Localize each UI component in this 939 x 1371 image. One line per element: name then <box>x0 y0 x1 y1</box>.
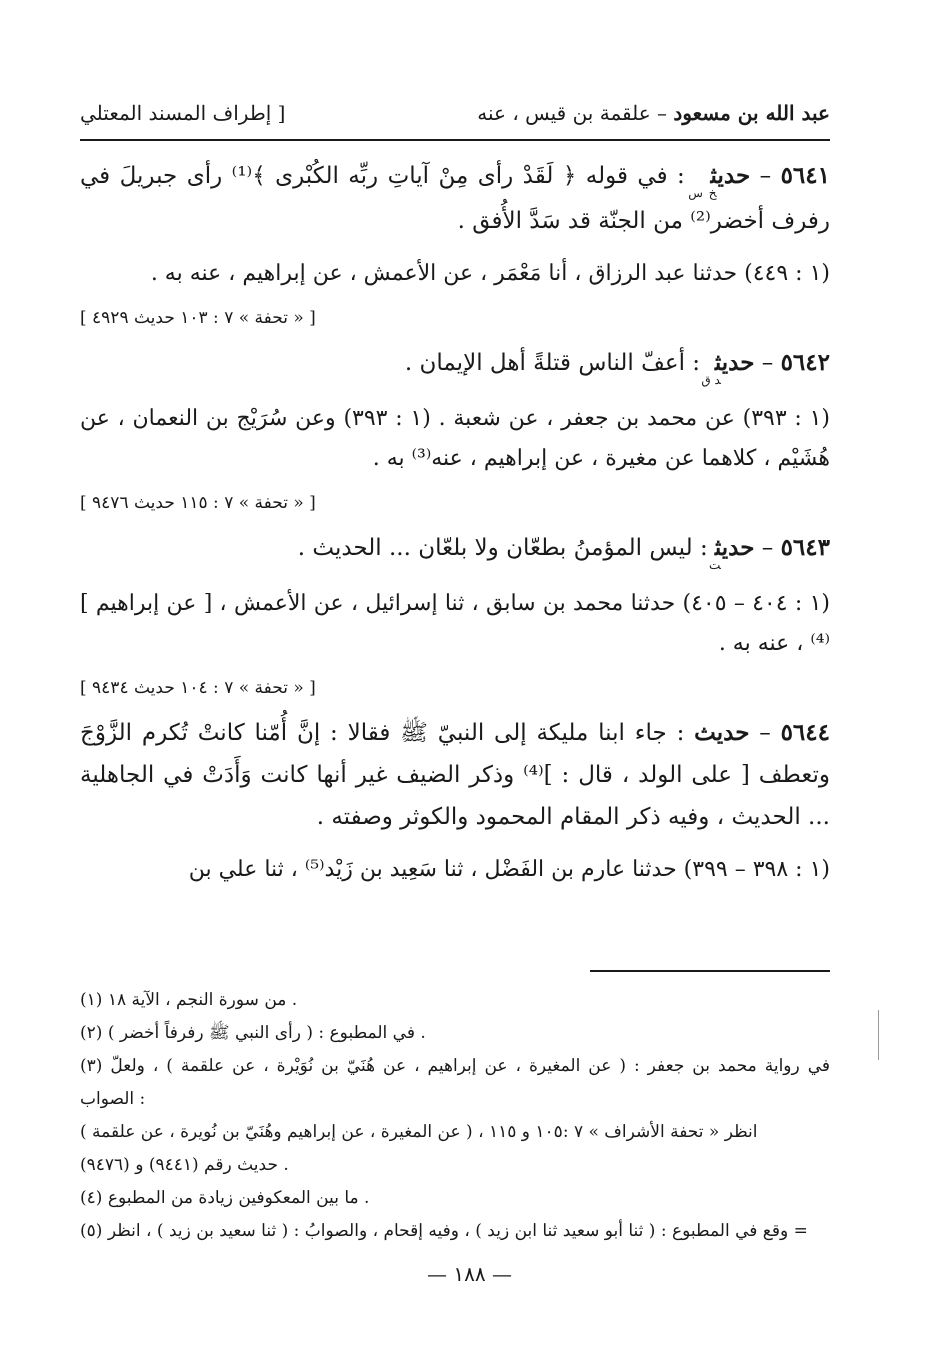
tuhfa-reference <box>80 308 830 328</box>
hadith-number: ٥٦٤٤ <box>780 719 830 746</box>
hadith-text <box>80 527 830 572</box>
footnote-rule <box>590 970 830 972</box>
hadith-matn: : جاء ابنا مليكة إلى النبيّ ﷺ فقالا : إنَّ أُمّنا كانتْ تُكرم الزَّوْجَ وتعطف [ على الولد ، قال : ]⁽⁴⁾ وذكر الضيف غير أنها كانت وَأَدَتْ في الجاهلية ... الحديث ، وفيه ذكر المقام المحمود والكوثر وصفته . <box>80 720 830 830</box>
footnote-line: (٥) وقع في المطبوع : ( ثنا أبو سعيد ثنا ابن زيد ) ، وفيه إقحام ، والصوابُ : ( ثنا سعيد بن زيد ) ، انظر = <box>80 1221 808 1241</box>
page-number: — ١٨٨ — <box>427 1262 512 1286</box>
source-sigla: د ق <box>701 373 721 387</box>
hadith-keyword: حديث <box>710 162 751 189</box>
hadith-entry <box>80 342 830 513</box>
hadith-number: ٥٦٤١ <box>780 162 830 189</box>
hadith-text <box>80 155 830 242</box>
tuhfa-reference <box>80 678 830 698</box>
hadith-number: ٥٦٤٢ <box>780 349 830 376</box>
hadith-keyword: حديث <box>694 719 750 746</box>
hadith-entry <box>80 527 830 698</box>
footnote-line: (٤) ما بين المعكوفين زيادة من المطبوع . <box>80 1188 370 1208</box>
hadith-text <box>80 712 830 838</box>
hadith-text <box>80 342 830 387</box>
page-body <box>80 95 830 890</box>
hadith-entry <box>80 155 830 328</box>
header-chain: – علقمة بن قيس ، عنه <box>477 101 674 125</box>
hadith-matn: : في قوله ﴿ لَقَدْ رأى مِنْ آياتِ ربِّه الكُبْرى ﴾⁽¹⁾ رأى جبريلَ في رفرف أخضر⁽²⁾ من الجنّة قد سَدَّ الأُفق . <box>80 163 830 234</box>
header-book-title: [ إطراف المسند المعتلي <box>80 101 286 125</box>
entries-list <box>80 155 830 890</box>
hadith-dash: – <box>749 720 781 746</box>
footnote-line: (١) من سورة النجم ، الآية ١٨ . <box>80 990 298 1010</box>
hadith-dash: – <box>750 163 781 189</box>
isnad-text: (١ : ٤٤٩) حدثنا عبد الرزاق ، أنا مَعْمَر ، عن الأعمش ، عن إبراهيم ، عنه به . <box>150 261 830 286</box>
hadith-dash: – <box>754 535 781 561</box>
hadith-dash: – <box>754 350 781 376</box>
hadith-keyword: حديث <box>714 349 755 376</box>
hadith-entry <box>80 712 830 890</box>
source-sigla: خ س <box>688 186 717 200</box>
tuhfa-text: [ « تحفة » ٧ : ١٠٣ حديث ٤٩٢٩ ] <box>80 308 316 328</box>
tuhfa-reference <box>80 493 830 513</box>
source-sigla: ت <box>709 558 721 572</box>
header-right <box>477 101 830 125</box>
hadith-matn: : ليس المؤمنُ بطعّان ولا بلعّان ... الحديث . <box>297 535 716 561</box>
running-header <box>80 95 830 141</box>
header-author: عبد الله بن مسعود <box>673 101 830 125</box>
footnote-line: (٣) في رواية محمد بن جعفر : ( عن المغيرة ، عن إبراهيم ، عن هُنَيّ بن نُوَيْرة ، عن علقمة ) ، ولعلّ الصواب : <box>80 1056 830 1109</box>
hadith-keyword: حديث <box>714 534 755 561</box>
hadith-matn: : أعفّ الناس قتلةً أهل الإيمان . <box>404 350 708 376</box>
footnote-line: حديث رقم (٩٤٤١) و (٩٤٧٦) . <box>80 1155 289 1175</box>
margin-mark <box>878 1010 879 1060</box>
isnad-text: (١ : ٣٩٨ – ٣٩٩) حدثنا عارم بن الفَضْل ، ثنا سَعِيد بن زَيْد⁽⁵⁾ ، ثنا علي بن <box>188 857 830 882</box>
footnote-line: (٢) في المطبوع : ( رأى النبي ﷺ رفرفاً أخضر ) . <box>80 1023 426 1043</box>
hadith-number: ٥٦٤٣ <box>780 534 830 561</box>
tuhfa-text: [ « تحفة » ٧ : ١١٥ حديث ٩٤٧٦ ] <box>80 493 316 513</box>
footnote-line: ( عن المغيرة ، عن إبراهيم وهُنَيّ بن نُويرة ، عن علقمة ) ، انظر « تحفة الأشراف » ٧ :١٠٥ و ١١٥ <box>80 1122 758 1142</box>
tuhfa-text: [ « تحفة » ٧ : ١٠٤ حديث ٩٤٣٤ ] <box>80 678 316 698</box>
footnotes <box>80 984 830 1248</box>
isnad-text: (١ : ٣٩٣) عن محمد بن جعفر ، عن شعبة . (١ : ٣٩٣) وعن سُرَيْج بن النعمان ، عن هُشَيْم ، كلاهما عن مغيرة ، عن إبراهيم ، عنه⁽³⁾ به . <box>80 406 830 471</box>
isnad-text: (١ : ٤٠٤ – ٤٠٥) حدثنا محمد بن سابق ، ثنا إسرائيل ، عن الأعمش ، [ عن إبراهيم ]⁽⁴⁾ ، عنه به . <box>80 591 830 656</box>
